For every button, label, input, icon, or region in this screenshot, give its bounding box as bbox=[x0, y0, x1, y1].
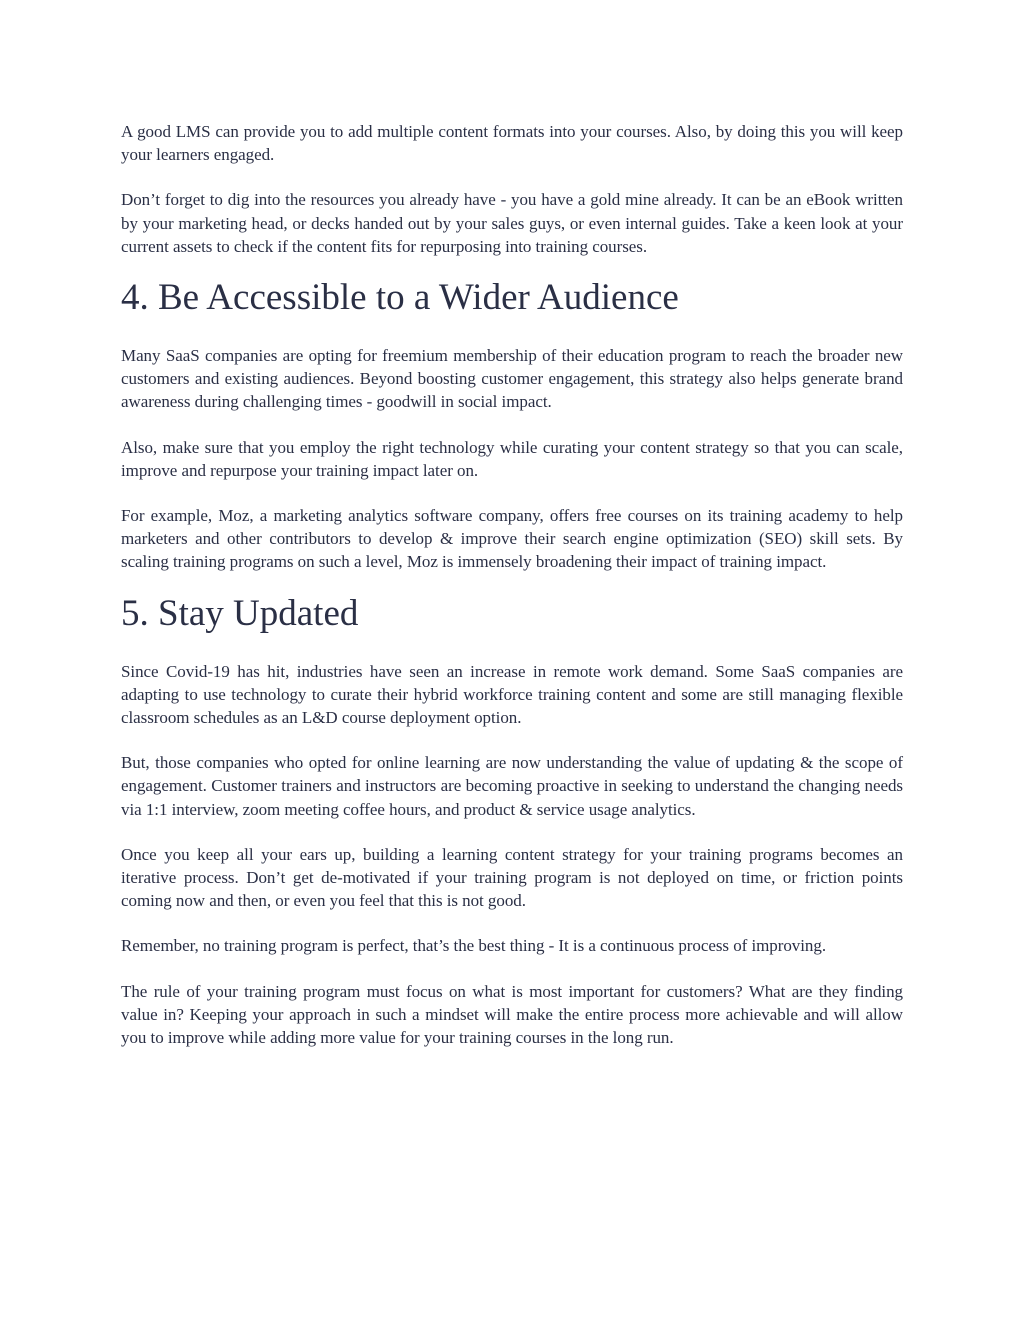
paragraph-moz-example: For example, Moz, a marketing analytics software company, offers free courses on its training academy to help marketers and other contributors to develop & improve their search engine optimization (SEO) skill sets. By scaling training programs on such a level, Moz is immensely broadening their impact of training impact. bbox=[121, 506, 903, 572]
paragraph-iterative-process: Once you keep all your ears up, building a learning content strategy for your training programs becomes an iterative process. Don’t get de-motivated if your training program is not deployed on time, or friction points coming now and then, or even you feel that this is not good. bbox=[121, 844, 903, 911]
paragraph-existing-resources: Don’t forget to dig into the resources you already have - you have a gold mine already. It can be an eBook written by your marketing head, or decks handed out by your sales guys, or even internal guides. Take a keen look at your current assets to check if the content fits for repurposing into training courses. bbox=[121, 190, 903, 256]
document-page bbox=[121, 120, 903, 1049]
paragraph-online-learning: But, those companies who opted for online learning are now understanding the value of updating & the scope of engagement. Customer trainers and instructors are becoming proactive in seeking to understand the changing needs via 1:1 interview, zoom meeting coffee hours, and product & service usage analytics. bbox=[121, 753, 903, 819]
heading-be-accessible: 4. Be Accessible to a Wider Audience bbox=[121, 277, 679, 319]
paragraph-freemium: Many SaaS companies are opting for freemium membership of their education program to reach the broader new customers and existing audiences. Beyond boosting customer engagement, this strategy also helps generate brand awareness during challenging times - goodwill in social impact. bbox=[121, 346, 903, 412]
paragraph-right-technology: Also, make sure that you employ the right technology while curating your content strategy so that you can scale, improve and repurpose your training impact later on. bbox=[121, 437, 903, 480]
heading-stay-updated: 5. Stay Updated bbox=[121, 592, 359, 634]
paragraph-covid-remote-work: Since Covid-19 has hit, industries have seen an increase in remote work demand. Some SaaS companies are adapting to use technology to curate their hybrid workforce training content and some are still managing flexible classroom schedules as an L&D course deployment option. bbox=[121, 661, 903, 728]
paragraph-lms-formats: A good LMS can provide you to add multiple content formats into your courses. Also, by doing this you will keep your learners engaged. bbox=[121, 122, 903, 165]
paragraph-focus-customers: The rule of your training program must focus on what is most important for customers? What are they finding value in? Keeping your approach in such a mindset will make the entire process more achievable and will allow you to improve while adding more value for your training courses in the long run. bbox=[121, 981, 903, 1048]
paragraph-no-perfect-program: Remember, no training program is perfect, that’s the best thing - It is a continuous process of improving. bbox=[121, 936, 827, 956]
